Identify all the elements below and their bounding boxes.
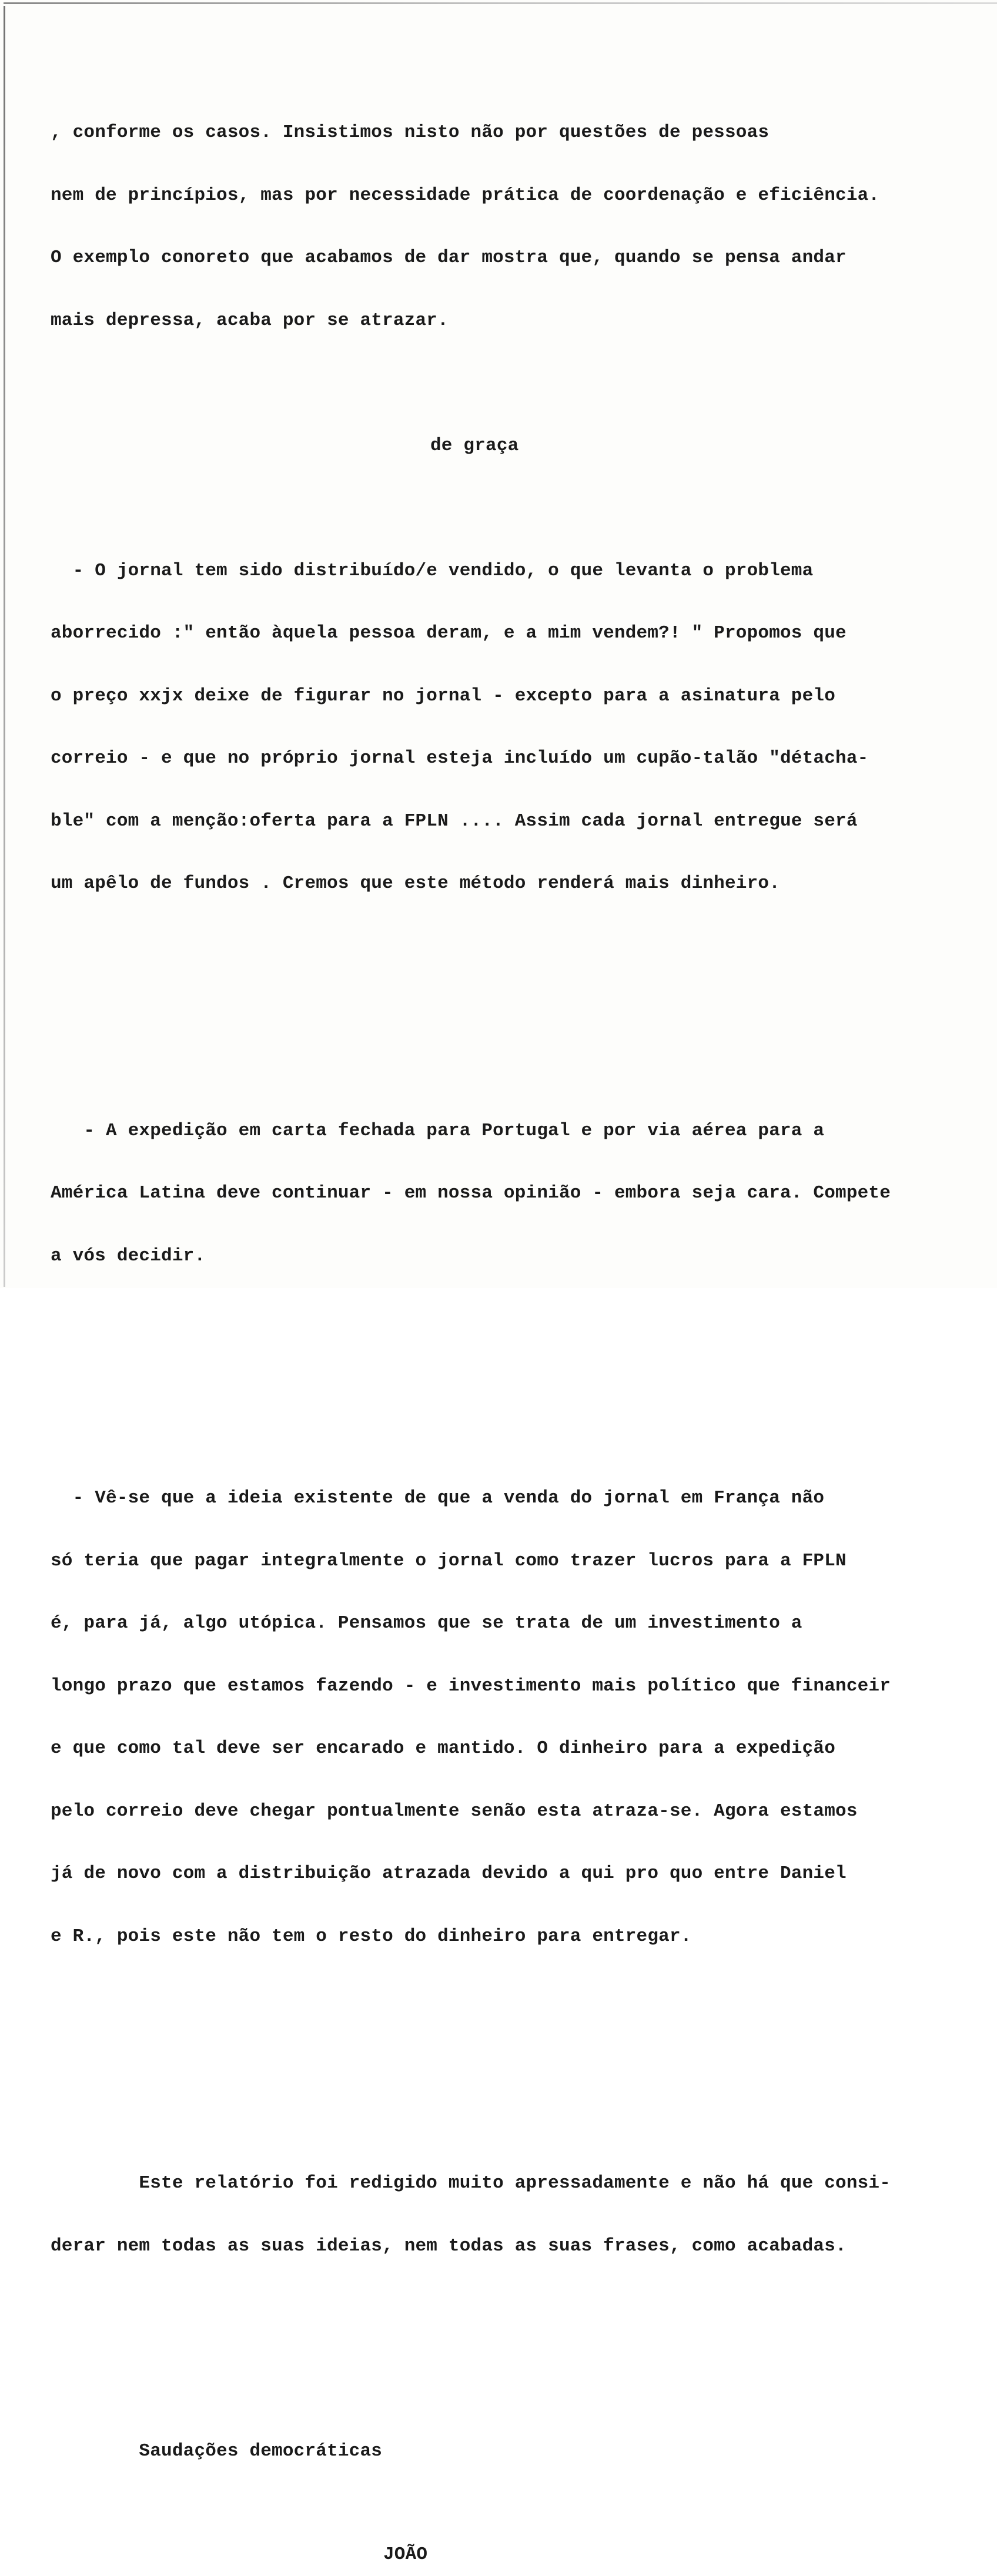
text-line: O exemplo conoreto que acabamos de dar mostra que, quando se pensa andar (51, 247, 847, 268)
text-line: ble" com a menção:oferta para a FPLN .... Assim cada jornal entregue será (51, 810, 858, 831)
letter-body (51, 39, 956, 2576)
text-line: a vós decidir. (51, 1245, 206, 1266)
paragraph-gap (51, 2361, 956, 2379)
text-line: pelo correio deve chegar pontualmente senão esta atraza-se. Agora estamos (51, 1800, 858, 1822)
paragraph-4 (51, 1446, 956, 1988)
text-line: só teria que pagar integralmente o jornal como trazer lucros para a FPLN (51, 1550, 847, 1571)
text-line: derar nem todas as suas ideias, nem todas as suas frases, como acabadas. (51, 2235, 847, 2256)
text-line: - A expedição em carta fechada para Portugal e por via aérea para a (51, 1120, 825, 1141)
paragraph-gap (51, 2051, 956, 2069)
text-line: correio - e que no próprio jornal esteja incluído um cupão-talão "détacha- (51, 748, 869, 769)
signature: JOÃO (383, 2544, 428, 2565)
page-top-edge (4, 2, 997, 4)
closing-salutation: Saudações democráticas (51, 2441, 383, 2461)
text-line: América Latina deve continuar - em nossa opinião - embora seja cara. Compete (51, 1183, 891, 1203)
text-line: , conforme os casos. Insistimos nisto não por questões de pessoas (51, 122, 770, 143)
text-line: longo prazo que estamos fazendo - e investimento mais político que financeir (51, 1675, 891, 1696)
text-line: aborrecido :" então àquela pessoa deram, e a mim vendem?! " Propomos que (51, 623, 847, 643)
text-line: mais depressa, acaba por se atrazar. (51, 310, 449, 331)
page-left-edge (4, 6, 5, 1287)
text-line: o preço xxjx deixe de figurar no jornal - excepto para a asinatura pelo (51, 685, 836, 706)
paragraph-gap (51, 1371, 956, 1384)
text-line: Este relatório foi redigido muito apressadamente e não há que consi- (51, 2173, 891, 2193)
text-line: e que como tal deve ser encarado e mantido. O dinheiro para a expedição (51, 1738, 836, 1759)
insertion-note: de graça (430, 435, 519, 456)
text-line: nem de princípios, mas por necessidade prática de coordenação e eficiência. (51, 185, 880, 206)
text-line: já de novo com a distribuição atrazada devido a qui pro quo entre Daniel (51, 1863, 847, 1884)
text-line: - Vê-se que a ideia existente de que a venda do jornal em França não (51, 1488, 825, 1508)
text-line: e R., pois este não tem o resto do dinheiro para entregar. (51, 1926, 692, 1947)
text-line: é, para já, algo utópica. Pensamos que se trata de um investimento a (51, 1613, 802, 1634)
paragraph-gap (51, 998, 956, 1016)
paragraph-1 (51, 80, 956, 373)
text-line: um apêlo de fundos . Cremos que este método renderá mais dinheiro. (51, 873, 780, 894)
paragraph-2 (51, 519, 956, 936)
paragraph-3 (51, 1079, 956, 1309)
paragraph-5 (51, 2131, 956, 2298)
text-line: - O jornal tem sido distribuído/e vendido, o que levanta o problema (51, 560, 814, 581)
